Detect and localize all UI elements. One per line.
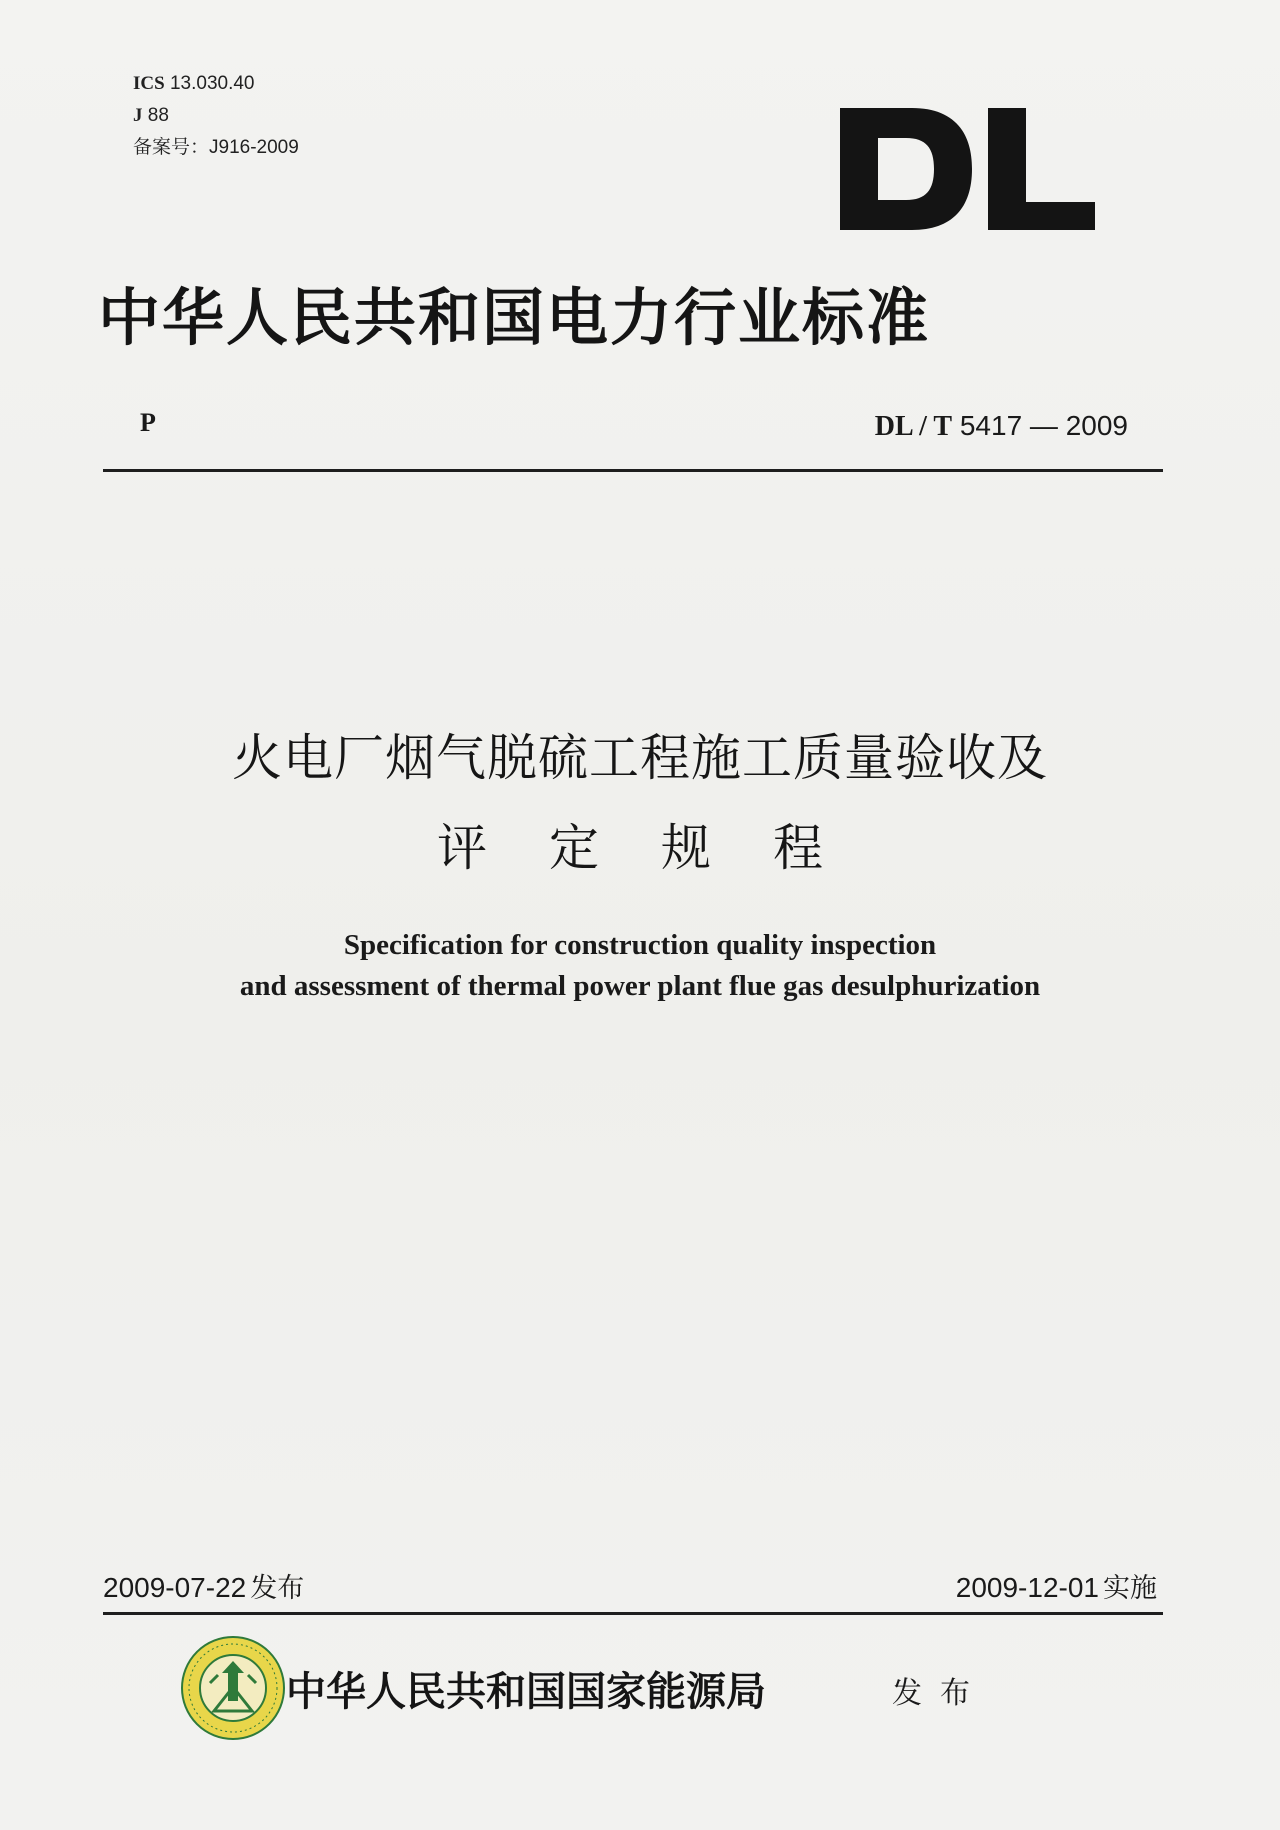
ccs-line: [133, 100, 299, 132]
ccs-code: 88: [147, 105, 169, 126]
filing-label: 备案号：: [133, 137, 210, 158]
issue-date-value: 2009-07-22: [103, 1572, 247, 1603]
dl-logo-letter-d: [840, 108, 972, 230]
english-title-line-2: and assessment of thermal power plant flue gas desulphurization: [239, 970, 1041, 1002]
dl-logo-letter-l: [988, 108, 1095, 230]
chinese-title-line-1: 火电厂烟气脱硫工程施工质量验收及: [232, 729, 1048, 787]
chinese-title-line-2: 评定规程: [437, 819, 885, 877]
publisher-seal-icon: [180, 1635, 286, 1741]
english-title-line-1: Specification for construction quality inspection: [343, 929, 937, 961]
standard-prefix: DL / T: [874, 411, 953, 442]
dl-logo: [840, 108, 1095, 230]
implementation-date: [956, 1566, 1157, 1605]
issue-date: [103, 1566, 304, 1605]
ccs-prefix: J: [133, 105, 143, 126]
issue-date-label: 发布: [250, 1573, 305, 1604]
bottom-divider: [103, 1612, 1163, 1615]
filing-number: J916-2009: [209, 137, 299, 158]
standard-code: 5417 — 2009: [959, 410, 1128, 441]
publish-label: 发布: [892, 1676, 988, 1711]
standard-number: [875, 410, 1128, 443]
top-divider: [103, 469, 1163, 472]
implementation-date-label: 实施: [1103, 1573, 1157, 1604]
implementation-date-value: 2009-12-01: [955, 1572, 1099, 1603]
ics-prefix: ICS: [133, 73, 165, 94]
issuing-industry-title: 中华人民共和国电力行业标准: [98, 281, 931, 354]
filing-line: [133, 132, 299, 164]
publisher-name: 中华人民共和国国家能源局: [286, 1668, 766, 1715]
category-code: P: [140, 408, 156, 437]
ics-code: 13.030.40: [169, 73, 255, 94]
ics-line: [133, 68, 299, 100]
classification-block: [133, 68, 299, 164]
